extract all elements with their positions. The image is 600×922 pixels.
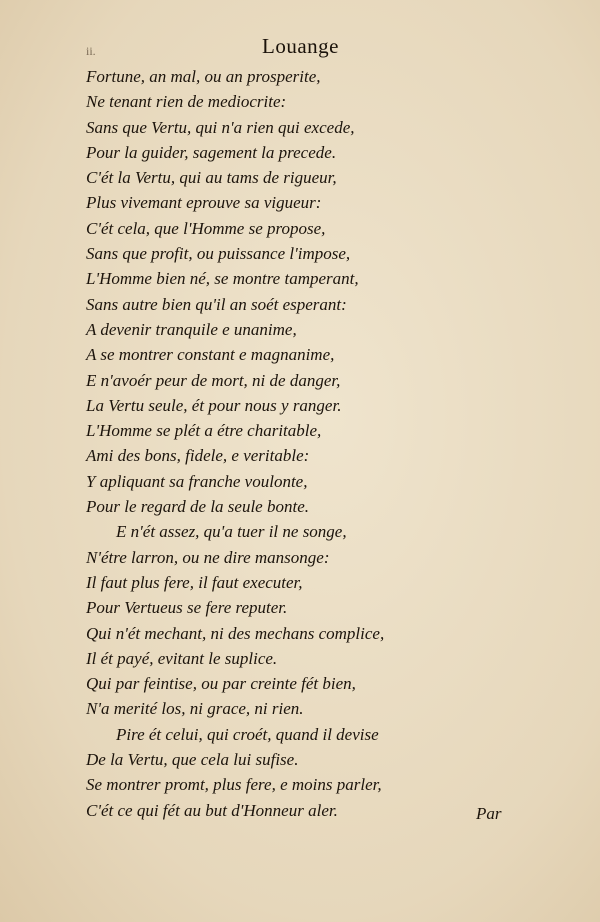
- catchword: Par: [476, 804, 502, 823]
- poem-line: Il faut plus fere, il faut executer,: [86, 572, 303, 592]
- poem-line: Plus vivemant eprouve sa vigueur:: [86, 193, 322, 213]
- poem-body: [86, 64, 526, 823]
- poem-line: Sans autre bien qu'il an soét esperant:: [86, 294, 347, 314]
- poem-line: A se montrer constant e magnanime,: [86, 345, 335, 365]
- poem-line: Se montrer promt, plus fere, e moins parler,: [86, 775, 382, 795]
- poem-line: Pour Vertueus se fere reputer.: [86, 598, 288, 618]
- poem-line: Pire ét celui, qui croét, quand il devise: [116, 724, 379, 744]
- poem-line: C'ét ce qui fét au but d'Honneur aler.: [86, 800, 338, 820]
- poem-line: L'Homme bien né, se montre tamperant,: [86, 269, 359, 289]
- poem-line: C'ét cela, que l'Homme se propose,: [86, 218, 326, 238]
- poem-line: Pour le regard de la seule bonte.: [86, 497, 310, 517]
- poem-line: De la Vertu, que cela lui sufise.: [86, 750, 299, 770]
- poem-line: Qui n'ét mechant, ni des mechans complice,: [86, 623, 385, 643]
- poem-line: C'ét la Vertu, qui au tams de rigueur,: [86, 168, 337, 188]
- poem-line: Sans que profit, ou puissance l'impose,: [86, 244, 351, 264]
- poem-line: L'Homme se plét a étre charitable,: [86, 421, 322, 441]
- page-folio: ii.: [86, 44, 96, 58]
- poem-line: Pour la guider, sagement la precede.: [86, 142, 337, 162]
- poem-line: N'a merité los, ni grace, ni rien.: [86, 699, 304, 719]
- poem-line: E n'ét assez, qu'a tuer il ne songe,: [116, 522, 347, 542]
- poem-line: Fortune, an mal, ou an prosperite,: [86, 67, 321, 86]
- poem-line: Ami des bons, fidele, e veritable:: [86, 446, 310, 466]
- poem-line: Il ét payé, evitant le suplice.: [86, 648, 278, 668]
- running-title: Louange: [262, 34, 339, 58]
- poem-line: A devenir tranquile e unanime,: [86, 319, 297, 339]
- poem-line: Qui par feintise, ou par creinte fét bien,: [86, 674, 356, 694]
- poem-line: N'étre larron, ou ne dire mansonge:: [86, 547, 330, 567]
- poem-line: Ne tenant rien de mediocrite:: [86, 92, 287, 112]
- poem-line: Y apliquant sa franche voulonte,: [86, 471, 308, 491]
- poem-line: E n'avoér peur de mort, ni de danger,: [86, 370, 341, 390]
- poem-line: Sans que Vertu, qui n'a rien qui excede,: [86, 117, 355, 137]
- poem-line: La Vertu seule, ét pour nous y ranger.: [86, 395, 342, 415]
